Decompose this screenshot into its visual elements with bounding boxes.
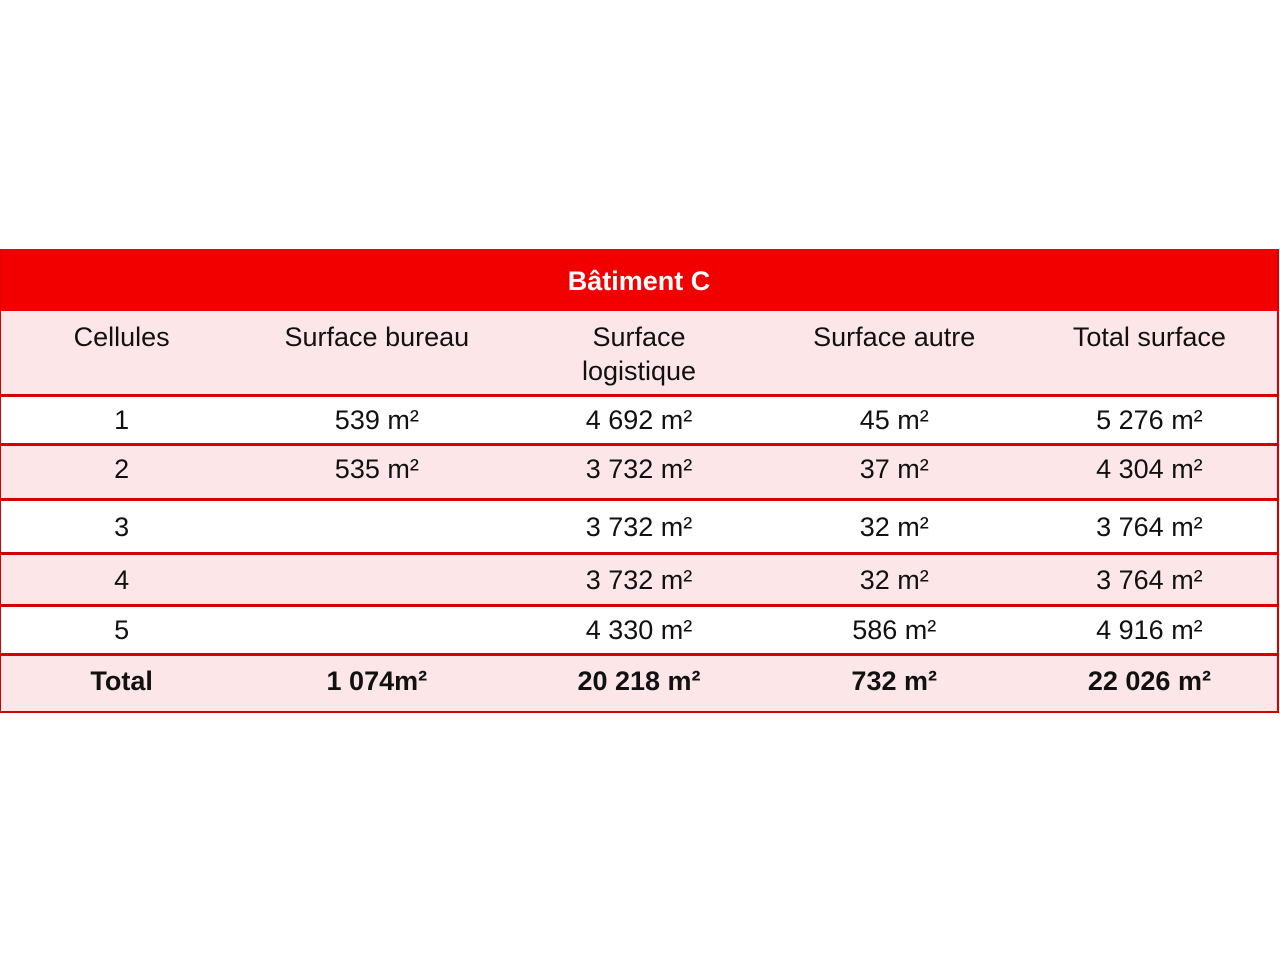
- header-cell-surface-autre: [767, 311, 1022, 354]
- header-cell-surface-bureau: [242, 311, 511, 354]
- table-row: [1, 552, 1277, 604]
- cell-total-surface: 4 916 m²: [1096, 615, 1203, 645]
- surface-table: [0, 249, 1279, 713]
- header-label: Surface bureau: [284, 322, 470, 352]
- cell-cellule: 3: [114, 511, 130, 542]
- cell-surface-autre: 37 m²: [859, 454, 929, 484]
- cell-surface-logistique: 4 692 m²: [585, 405, 693, 435]
- cell-total-surface-bureau: 1 074m²: [326, 665, 428, 696]
- cell-surface-logistique: 4 330 m²: [585, 615, 693, 645]
- header-label-line1: Surface: [592, 322, 686, 352]
- cell-total-surface: 3 764 m²: [1096, 511, 1203, 542]
- header-cell-total-surface: [1022, 311, 1277, 354]
- header-cell-surface-logistique: [511, 311, 766, 388]
- cell-surface-logistique: 3 732 m²: [585, 511, 693, 542]
- cell-surface-autre: 32 m²: [859, 511, 929, 542]
- cell-surface-autre: 586 m²: [852, 615, 937, 645]
- cell-cellule: 5: [114, 615, 130, 645]
- cell-surface-bureau: 535 m²: [334, 454, 419, 484]
- cell-surface-autre: 32 m²: [859, 564, 929, 595]
- header-label: Total surface: [1072, 322, 1226, 352]
- table-row: [1, 394, 1277, 443]
- cell-surface-bureau: 539 m²: [334, 405, 419, 435]
- cell-surface-logistique: 3 732 m²: [585, 454, 693, 484]
- cell-total-surface: 3 764 m²: [1096, 564, 1203, 595]
- header-label: Surface autre: [813, 322, 976, 352]
- cell-total-total-surface: 22 026 m²: [1087, 665, 1211, 696]
- table-row: [1, 498, 1277, 552]
- cell-cellule: 2: [114, 454, 130, 484]
- cell-surface-logistique: 3 732 m²: [585, 564, 693, 595]
- header-label-line2: logistique: [581, 356, 697, 386]
- cell-total-surface-logistique: 20 218 m²: [577, 665, 701, 696]
- header-cell-cellules: [1, 311, 242, 354]
- cell-cellule: 1: [114, 405, 130, 435]
- total-row: [1, 653, 1277, 711]
- cell-total-surface: 4 304 m²: [1096, 454, 1203, 484]
- cell-total-surface-autre: 732 m²: [851, 665, 937, 696]
- cell-surface-autre: 45 m²: [859, 405, 929, 435]
- cell-cellule: 4: [114, 564, 130, 595]
- header-row: [1, 311, 1277, 394]
- table-title: Bâtiment C: [1, 249, 1277, 311]
- table-row: [1, 443, 1277, 498]
- table-row: [1, 604, 1277, 653]
- cell-total-surface: 5 276 m²: [1096, 405, 1203, 435]
- header-label: Cellules: [73, 322, 170, 352]
- cell-total-label: Total: [90, 665, 153, 696]
